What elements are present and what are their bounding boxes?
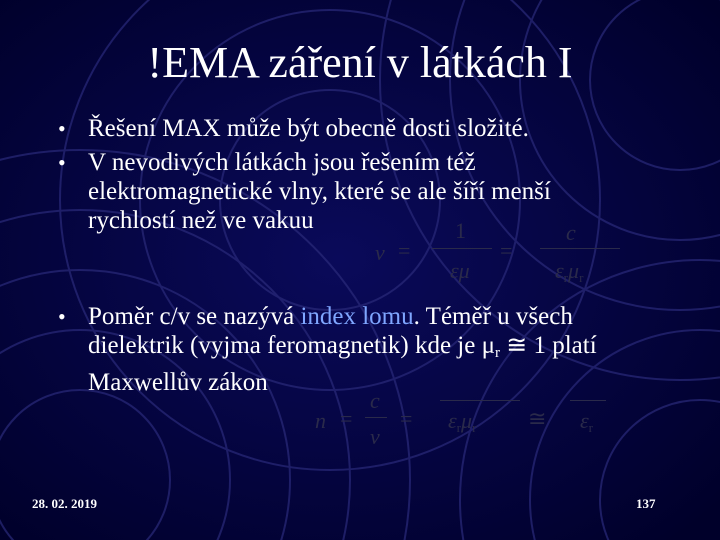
formula-eq: = bbox=[340, 406, 353, 431]
bullet-dot: • bbox=[58, 116, 66, 141]
formula-eq: = bbox=[398, 238, 411, 263]
sqrt-bar bbox=[570, 400, 606, 401]
formula-den2: $\varepsilon_r\mu_r$ bbox=[555, 258, 584, 285]
bullet-text: Řešení MAX může být obecně dosti složité. bbox=[88, 115, 529, 142]
formula-den1: εμ bbox=[450, 258, 470, 283]
footer-date: 28. 02. 2019 bbox=[32, 496, 97, 511]
formula-v: v bbox=[375, 240, 385, 265]
bullet-text: Poměr c/v se nazývá index lomu. Téměř u všech dielektrik (vyjma feromagnetik) kde je μr ≅ 1 platí Maxwellův zákon bbox=[88, 303, 597, 396]
formula-approx: ≅ bbox=[528, 406, 547, 431]
index-lomu-highlight: index lomu bbox=[300, 303, 414, 330]
bullet-text: V nevodivých látkách jsou řešením též elektromagnetické vlny, které se ale šíří menší rychlostí než ve vakuu bbox=[88, 149, 551, 234]
bullet-dot: • bbox=[58, 304, 66, 329]
formula-rhs: $\varepsilon_r\mu_r$ bbox=[448, 408, 477, 435]
formula-rhs3: $\varepsilon_r$ bbox=[580, 408, 594, 435]
bullet-dot: • bbox=[58, 150, 66, 175]
formula-n: n bbox=[315, 408, 326, 433]
formula-den: v bbox=[370, 424, 380, 449]
fraction-line bbox=[432, 248, 492, 249]
formula-num1: 1 bbox=[455, 218, 466, 243]
formula-num: c bbox=[370, 388, 380, 413]
footer-page-number: 137 bbox=[636, 496, 656, 511]
slide-title: !EMA záření v látkách I bbox=[147, 38, 573, 87]
fraction-line bbox=[540, 248, 620, 249]
fraction-line bbox=[365, 417, 387, 418]
formula-eq2: = bbox=[500, 238, 513, 263]
formula-num2: c bbox=[566, 220, 576, 245]
sqrt-bar bbox=[440, 400, 520, 401]
formula-eq2: = bbox=[400, 406, 413, 431]
